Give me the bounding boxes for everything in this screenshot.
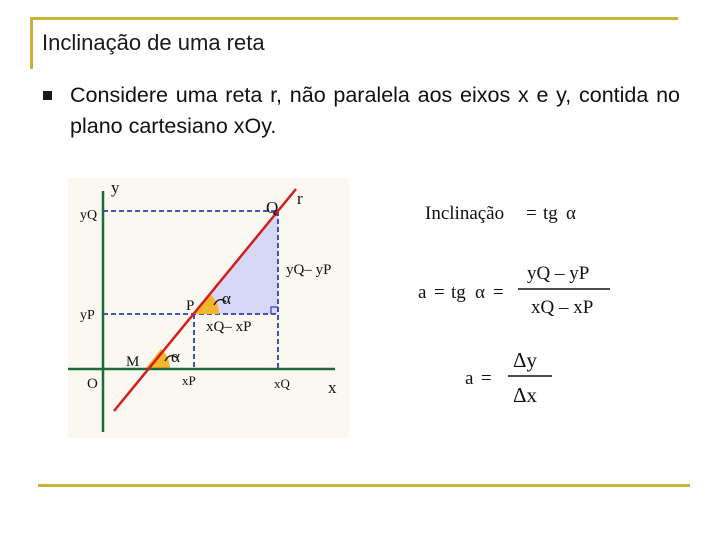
yp-label: yP <box>80 308 95 323</box>
equals-1: = <box>526 203 537 224</box>
tg-2: tg <box>451 282 466 303</box>
fraction-numerator: yQ – yP <box>527 263 590 284</box>
equals-3: = <box>481 368 492 389</box>
point-p-label: P <box>186 298 195 314</box>
a-2: a <box>418 282 427 303</box>
tg-1: tg <box>543 203 558 224</box>
equals-2a: = <box>434 282 445 303</box>
fraction-denominator: xQ – xP <box>531 297 594 318</box>
delta-y-label: yQ– yP <box>286 262 332 278</box>
point-m-label: M <box>126 354 140 370</box>
point-q-label: Q <box>266 198 279 217</box>
equals-2b: = <box>493 282 504 303</box>
slide-title: Inclinação de uma reta <box>42 30 265 55</box>
origin-label: O <box>87 376 98 392</box>
delta-x: Δx <box>513 383 538 407</box>
alpha-label-p: α <box>222 289 231 308</box>
a-3: a <box>465 368 474 389</box>
delta-x-label: xQ– xP <box>206 319 252 335</box>
alpha-1: α <box>566 203 576 224</box>
xq-label: xQ <box>274 376 290 391</box>
alpha-label-m: α <box>171 347 180 366</box>
axis-y-label: y <box>111 178 120 197</box>
line-r-label: r <box>297 189 303 208</box>
xp-label: xP <box>182 373 196 388</box>
alpha-2: α <box>475 282 485 303</box>
inclination-word: Inclinação <box>425 203 505 224</box>
bullet-text: Considere uma reta r, não paralela aos eixos x e y, contida no plano cartesiano xOy. <box>70 83 680 138</box>
yq-label: yQ <box>80 208 98 223</box>
axis-x-label: x <box>328 378 337 397</box>
delta-y: Δy <box>513 348 538 372</box>
